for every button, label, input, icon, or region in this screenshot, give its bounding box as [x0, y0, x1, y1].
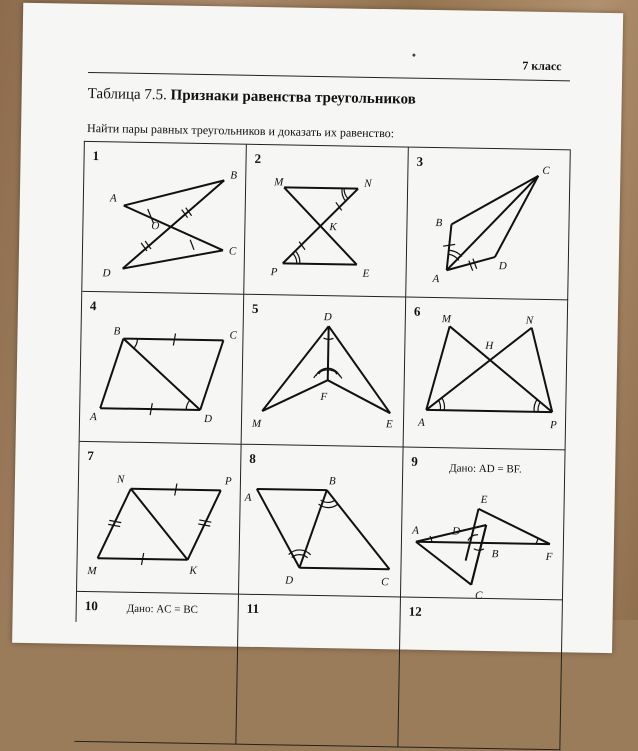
worksheet-page — [12, 3, 623, 653]
vertex-label: D — [323, 311, 332, 324]
cell-number: 4 — [89, 298, 97, 314]
vertex-label: N — [525, 314, 534, 327]
vertex-label: A — [432, 272, 440, 286]
segment — [327, 380, 391, 413]
segment — [200, 340, 223, 410]
segment — [426, 326, 449, 410]
grade-label: 7 класс — [522, 58, 562, 74]
segment — [415, 542, 472, 585]
segment — [471, 525, 486, 585]
vertex-label: A — [412, 524, 419, 537]
angle-arc — [538, 402, 540, 412]
vertex-label: A — [244, 491, 252, 504]
figure-8-drawing — [239, 445, 404, 598]
figure-7-drawing — [77, 442, 242, 595]
figure-cell-11 — [236, 595, 401, 748]
vertex-label: C — [474, 589, 483, 602]
vertex-label: M — [274, 176, 284, 189]
vertex-label: C — [381, 576, 389, 589]
segment — [262, 325, 328, 412]
segment — [122, 339, 201, 410]
vertex-label: A — [89, 411, 97, 424]
page-title — [88, 86, 416, 109]
figure-1-drawing — [82, 142, 247, 295]
segment — [327, 326, 391, 413]
vertex-label: E — [480, 493, 488, 506]
figure-3-drawing — [406, 148, 571, 301]
figures-grid — [75, 141, 570, 630]
title-prefix: Таблица 7.5. — [87, 85, 167, 104]
vertex-label: B — [113, 325, 121, 338]
figure-cell-4 — [80, 292, 245, 445]
vertex-label: D — [498, 260, 507, 273]
figure-2-drawing — [244, 145, 409, 298]
angle-arc — [468, 535, 478, 541]
vertex-label: E — [385, 418, 393, 431]
vertex-label: A — [417, 416, 425, 429]
angle-arc — [441, 397, 444, 410]
vertex-label: C — [542, 164, 550, 178]
angle-arc — [293, 254, 297, 264]
figure-cell-8 — [239, 445, 404, 598]
cell-number: 10 — [84, 597, 98, 614]
segment — [123, 339, 223, 341]
vertex-label: B — [491, 548, 499, 561]
figure-6-drawing — [404, 298, 569, 451]
given-condition: Дано: AC = BC — [126, 602, 199, 616]
angle-arc — [534, 399, 537, 412]
vertex-label: K — [329, 221, 337, 234]
cell-number: 5 — [251, 300, 259, 316]
cell-number: 9 — [411, 453, 418, 469]
figure-cell-5 — [242, 295, 407, 448]
figure-cell-3 — [406, 148, 571, 301]
angle-arc — [133, 339, 137, 349]
vertex-label: B — [328, 475, 336, 488]
vertex-label: D — [203, 413, 213, 426]
figure-cell-10 — [74, 592, 239, 745]
angle-arc — [449, 254, 459, 260]
angle-arc — [474, 549, 484, 551]
segment — [328, 326, 329, 380]
vertex-label: M — [251, 417, 262, 431]
paper-speck — [412, 54, 415, 57]
angle-arc — [438, 400, 440, 410]
vertex-label: D — [102, 267, 111, 280]
vertex-label: M — [441, 313, 452, 326]
vertex-label: C — [228, 245, 237, 258]
figure-cell-9 — [401, 448, 566, 601]
vertex-label: B — [230, 169, 238, 182]
vertex-label: O — [151, 220, 160, 233]
segment — [257, 489, 327, 490]
given-condition: Дано: AD = BF. — [449, 462, 522, 476]
segment — [130, 489, 189, 560]
vertex-label: B — [435, 217, 443, 230]
vertex-label: K — [189, 564, 197, 577]
cell-number: 2 — [254, 150, 262, 166]
segment — [283, 263, 357, 264]
vertex-label: P — [270, 266, 278, 279]
figure-cell-7 — [77, 442, 242, 595]
cell-number: 12 — [408, 603, 422, 619]
cell-number: 3 — [416, 153, 424, 169]
vertex-label: A — [109, 192, 117, 205]
segment — [262, 379, 328, 412]
figure-9-drawing — [401, 448, 566, 601]
tick-mark — [190, 240, 194, 250]
angle-arc — [186, 400, 190, 410]
vertex-label: E — [362, 267, 370, 280]
title-bold: Признаки равенства треугольников — [170, 87, 416, 108]
task-instruction: Найти пары равных треугольников и доказать их равенство: — [86, 120, 395, 141]
vertex-label: N — [116, 473, 125, 486]
vertex-label: P — [549, 419, 557, 432]
figure-5-drawing — [242, 295, 407, 448]
cell-number: 11 — [246, 600, 260, 617]
segment — [100, 338, 123, 408]
segment — [325, 490, 390, 569]
vertex-label: H — [485, 339, 494, 353]
vertex-label: D — [452, 525, 461, 538]
figure-cell-6 — [404, 298, 569, 451]
figure-cell-12 — [398, 597, 563, 750]
segment — [447, 224, 452, 270]
figure-4-drawing — [80, 292, 245, 445]
tick-mark — [469, 261, 473, 271]
vertex-label: N — [364, 177, 372, 190]
cell-number: 7 — [87, 447, 95, 464]
angle-arc — [344, 188, 348, 198]
figure-cell-2 — [244, 145, 409, 298]
segment — [98, 488, 131, 559]
cell-number: 6 — [413, 303, 421, 319]
cell-number: 8 — [249, 450, 256, 466]
vertex-label: C — [229, 329, 237, 342]
figure-cell-1 — [82, 142, 247, 295]
segment — [123, 249, 223, 271]
segment — [123, 206, 224, 251]
header-rule — [88, 72, 570, 81]
cell-number: 1 — [92, 148, 100, 164]
segment — [478, 509, 551, 544]
segment — [426, 410, 552, 412]
vertex-label: M — [87, 565, 97, 578]
vertex-label: F — [320, 391, 328, 404]
segment — [100, 408, 200, 410]
vertex-label: P — [224, 475, 232, 488]
segment — [299, 568, 389, 570]
segment — [284, 187, 358, 188]
vertex-label: D — [285, 574, 294, 587]
vertex-label: F — [545, 551, 553, 564]
segment — [530, 328, 553, 412]
